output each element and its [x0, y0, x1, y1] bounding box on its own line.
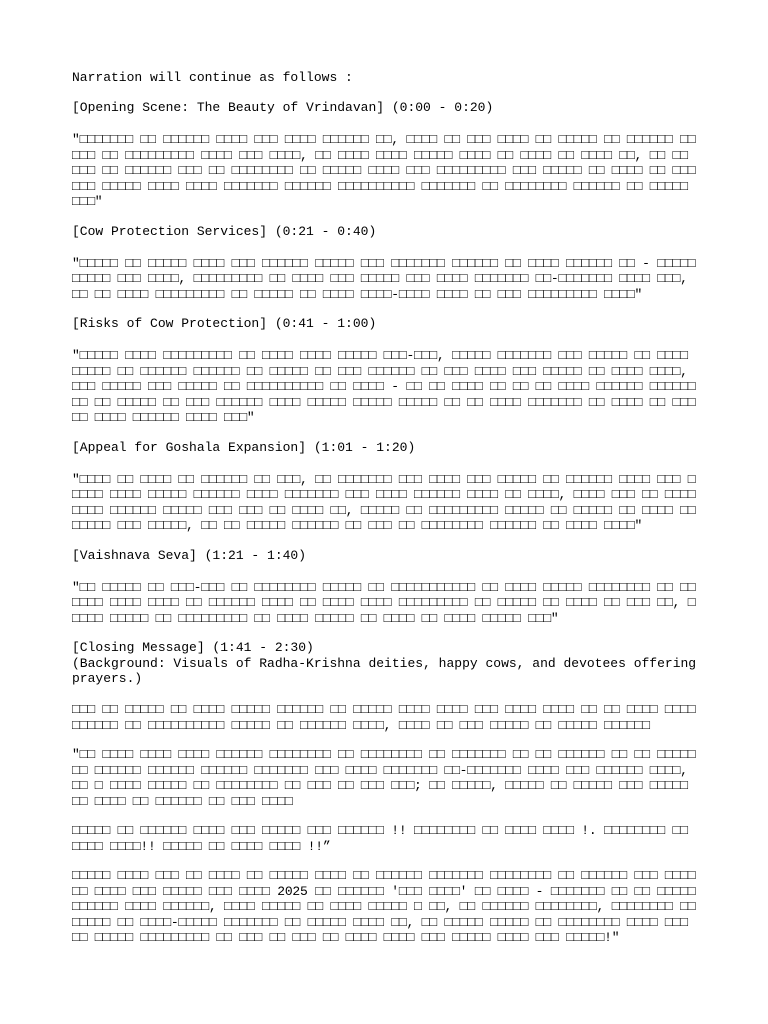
section-body-cow-protection: "□□□□□ □□ □□□□□ □□□□ □□□ □□□□□□ □□□□□ □□□ □□□□□□□ □□□□□□ □□ □□□□ □□□□□□ □□ - □□□□□□□□□□ □□□ □□□□, □□□□□□□□□ □□ □□□□ □□□ □□□□□ □□□ □□□□ □□□□□□□ □□-□□□□□□□ □□□□ □□□, □□ □□ □□□□ □□□□□□□□□ □□ □□□□□ □□ □□□□ □□□□-□□□□ □□□□ □□ □□□ □□□□□□□□□ □□□□"	[72, 255, 696, 302]
section-heading-vaishnava: [Vaishnava Seva] (1:21 - 1:40)	[72, 547, 307, 563]
section-heading-appeal: [Appeal for Goshala Expansion] (1:01 - 1:20)	[72, 439, 416, 455]
section-heading-risks: [Risks of Cow Protection] (0:41 - 1:00)	[72, 316, 377, 331]
closing-heading: [Closing Message] (1:41 - 2:30)	[72, 640, 314, 655]
document-page	[72, 70, 700, 946]
section-heading-cow-protection: [Cow Protection Services] (0:21 - 0:40)	[72, 223, 377, 239]
closing-paragraph-3: □□□□□ □□ □□□□□□ □□□□ □□□ □□□□□ □□□ □□□□□□ !! □□□□□□□□ □□ □□□□ □□□□ !. □□□□□□□□ □□ □□□□ □□□□!! □□□□□ □□ □□□□ □□□□ !!”	[72, 823, 688, 854]
section-body-vaishnava: "□□ □□□□□ □□ □□□-□□□ □□ □□□□□□□□ □□□□□ □□ □□□□□□□□□□□ □□ □□□□ □□□□□ □□□□□□□□ □□ □□ □□□□ □□□□ □□□□ □□ □□□□□□ □□□□ □□ □□□□ □□□□ □□□□□□□□□ □□ □□□□□ □□ □□□□ □□ □□□ □□, □□□□□ □□□□□ □□ □□□□□□□□□ □□ □□□□ □□□□□ □□ □□□□ □□ □□□□ □□□□□ □□□"	[72, 579, 696, 626]
section-body-opening: "□□□□□□□ □□ □□□□□□ □□□□ □□□ □□□□ □□□□□□ □□, □□□□ □□ □□□ □□□□ □□ □□□□□ □□ □□□□□□ □□□□□ □□ □□□□□□□□□ □□□□ □□□ □□□□, □□ □□□□ □□□□ □□□□□ □□□□ □□ □□□□ □□ □□□□ □□, □□ □□ □□□ □□ □□□□□□ □□□ □□ □□□□□□□□ □□ □□□□□ □□□□ □□□ □□□□□□□□□ □□□ □□□□□ □□ □□□□ □□ □□□ □□□ □□□□□ □□□□ □□□□ □□□□□□□ □□□□□□ □□□□□□□□□□ □□□□□□□ □□ □□□□□□□□ □□□□□□ □□ □□□□□ □□□"	[72, 132, 696, 209]
section-body-risks: "□□□□□ □□□□ □□□□□□□□□ □□ □□□□ □□□□ □□□□□ □□□-□□□, □□□□□ □□□□□□□ □□□ □□□□□ □□ □□□□ □□□□□ □□ □□□□□□ □□□□□□ □□ □□□□□ □□ □□□ □□□□□□ □□ □□□ □□□□ □□□ □□□□□ □□ □□□□ □□□□, □□□ □□□□□ □□□ □□□□□ □□ □□□□□□□□□□ □□ □□□□ - □□ □□ □□□□ □□ □□ □□ □□□□ □□□□□□ □□□□□□□□ □□ □□□□□ □□ □□□ □□□□□□ □□□□ □□□□□ □□□□□ □□□□□ □□ □□ □□□□ □□□□□□□ □□ □□□□ □□ □□□ □□ □□□□ □□□□□□ □□□□ □□□"	[72, 348, 696, 425]
closing-paragraph-1: □□□ □□ □□□□□ □□ □□□□ □□□□□ □□□□□□ □□ □□□□□ □□□□ □□□□ □□□ □□□□ □□□□ □□ □□ □□□□ □□□□□□□□□□ □□ □□□□□□□□□□ □□□□□ □□ □□□□□□ □□□□, □□□□ □□ □□□ □□□□□ □□ □□□□□ □□□□□□	[72, 702, 696, 733]
section-heading-opening: [Opening Scene: The Beauty of Vrindavan] (0:00 - 0:20)	[72, 100, 494, 115]
closing-background-line: (Background: Visuals of Radha-Krishna deities, happy cows, and devotees offering prayers.)	[72, 656, 697, 686]
intro-line: Narration will continue as follows :	[72, 70, 353, 85]
closing-paragraph-2: "□□ □□□□ □□□□ □□□□ □□□□□□ □□□□□□□□ □□ □□□□□□□□ □□ □□□□□□□ □□ □□ □□□□□□ □□ □□ □□□□□□□ □□□□□□ □□□□□□ □□□□□□ □□□□□□□ □□□ □□□□ □□□□□□□ □□-□□□□□□□ □□□□ □□□ □□□□□□ □□□□, □□ □ □□□□ □□□□□ □□ □□□□□□□□ □□ □□□ □□ □□□ □□□; □□ □□□□□, □□□□□ □□ □□□□□ □□□ □□□□□ □□ □□□□ □□ □□□□□□ □□ □□□ □□□□	[72, 747, 696, 809]
section-body-appeal: "□□□□ □□ □□□□ □□ □□□□□□ □□ □□□, □□ □□□□□□□ □□□ □□□□ □□□ □□□□□ □□ □□□□□□ □□□□ □□□ □□□□□ □□□□ □□□□□ □□□□□□ □□□□ □□□□□□□ □□□ □□□□ □□□□□□ □□□□ □□ □□□□, □□□□ □□□ □□ □□□□□□□□ □□□□□□ □□□□□ □□□ □□□ □□ □□□□ □□, □□□□□ □□ □□□□□□□□□ □□□□□ □□ □□□□□ □□ □□□□ □□ □□□□□ □□□ □□□□□, □□ □□ □□□□□ □□□□□□ □□ □□□ □□ □□□□□□□□ □□□□□□ □□ □□□□ □□□□"	[72, 471, 696, 533]
closing-paragraph-4: □□□□□ □□□□ □□□ □□ □□□□ □□ □□□□□ □□□□ □□ □□□□□□ □□□□□□□ □□□□□□□□ □□ □□□□□□ □□□ □□□□□□ □□□□ □□□ □□□□□ □□□ □□□□ 2025 □□ □□□□□□ '□□□ □□□□' □□ □□□□ - □□□□□□□ □□ □□ □□□□□ □□□□□□ □□□□ □□□□□□, □□□□ □□□□□ □□ □□□□ □□□□□ □ □□, □□ □□□□□□ □□□□□□□□, □□□□□□□□ □□ □□□□□ □□ □□□□-□□□□□ □□□□□□□ □□ □□□□□ □□□□ □□, □□ □□□□□ □□□□□ □□ □□□□□□□□ □□□□ □□□ □□ □□□□□ □□□□□□□□□ □□ □□□ □□ □□□ □□ □□□□ □□□□ □□□ □□□□□ □□□□ □□□ □□□□□!"	[72, 868, 696, 945]
